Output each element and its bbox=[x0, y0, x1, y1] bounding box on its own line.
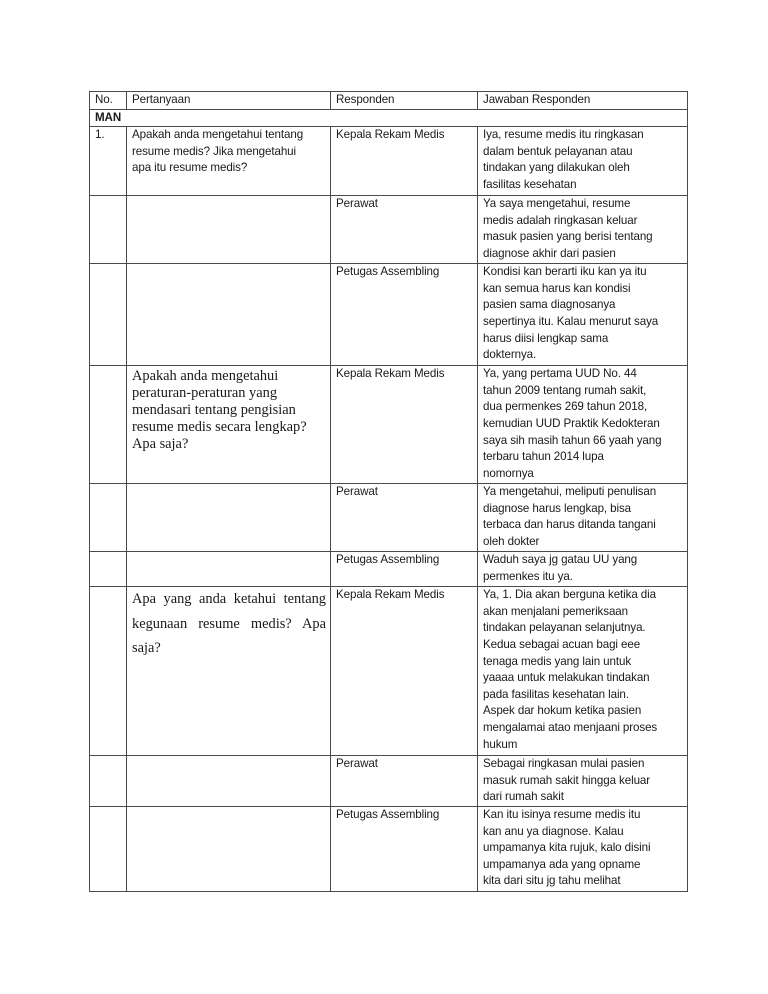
answer-cell: Kondisi kan berarti iku kan ya itu kan semua harus kan kondisi pasien sama diagnosanya sepertinya itu. Kalau menurut saya harus diisi lengkap sama dokternya. bbox=[478, 264, 688, 366]
header-question: Pertanyaan bbox=[127, 92, 331, 110]
table-row bbox=[90, 366, 688, 484]
table-row bbox=[90, 196, 688, 264]
section-label: MAN bbox=[90, 109, 688, 127]
answer-cell: Waduh saya jg gatau UU yang permenkes itu ya. bbox=[478, 552, 688, 587]
table-row bbox=[90, 127, 688, 196]
table-row bbox=[90, 552, 688, 587]
row-number bbox=[90, 552, 127, 587]
question-cell: Apakah anda mengetahui tentang resume medis? Jika mengetahui apa itu resume medis? bbox=[127, 127, 331, 196]
row-number bbox=[90, 756, 127, 807]
question-cell: Apakah anda mengetahui peraturan-peraturan yang mendasari tentang pengisian resume medis secara lengkap? Apa saja? bbox=[127, 366, 331, 484]
document-page bbox=[89, 91, 687, 892]
respondent-cell: Perawat bbox=[331, 484, 478, 552]
answer-cell: Ya, 1. Dia akan berguna ketika dia akan menjalani pemeriksaan tindakan pelayanan selanjutnya. Kedua sebagai acuan bagi eee tenaga medis yang lain untuk yaaaa untuk melakukan tindakan pada fasilitas kesehatan lain. Aspek dar hokum ketika pasien mengalamai atao menjaani proses hukum bbox=[478, 587, 688, 756]
section-row bbox=[90, 109, 688, 127]
header-respondent: Responden bbox=[331, 92, 478, 110]
question-cell bbox=[127, 484, 331, 552]
answer-cell: Ya mengetahui, meliputi penulisan diagnose harus lengkap, bisa terbaca dan harus ditanda tangani oleh dokter bbox=[478, 484, 688, 552]
table-row bbox=[90, 264, 688, 366]
question-cell bbox=[127, 756, 331, 807]
table-row bbox=[90, 587, 688, 756]
answer-cell: Kan itu isinya resume medis itu kan anu ya diagnose. Kalau umpamanya kita rujuk, kalo disini umpamanya ada yang opname kita dari situ jg tahu melihat bbox=[478, 806, 688, 891]
respondent-cell: Petugas Assembling bbox=[331, 552, 478, 587]
question-cell bbox=[127, 264, 331, 366]
respondent-cell: Perawat bbox=[331, 196, 478, 264]
respondent-cell: Petugas Assembling bbox=[331, 806, 478, 891]
row-number: 1. bbox=[90, 127, 127, 196]
question-line: kegunaan resume medis? Apa bbox=[132, 615, 326, 632]
answer-cell: Iya, resume medis itu ringkasan dalam bentuk pelayanan atau tindakan yang dilakukan oleh fasilitas kesehatan bbox=[478, 127, 688, 196]
respondent-cell: Petugas Assembling bbox=[331, 264, 478, 366]
question-cell bbox=[127, 587, 331, 756]
row-number bbox=[90, 587, 127, 756]
row-number bbox=[90, 484, 127, 552]
question-cell bbox=[127, 552, 331, 587]
table-row bbox=[90, 484, 688, 552]
header-no: No. bbox=[90, 92, 127, 110]
question-line: Apa yang anda ketahui tentang bbox=[132, 591, 326, 608]
respondent-cell: Perawat bbox=[331, 756, 478, 807]
header-answer: Jawaban Responden bbox=[478, 92, 688, 110]
table-header-row bbox=[90, 92, 688, 110]
respondent-cell: Kepala Rekam Medis bbox=[331, 587, 478, 756]
question-cell bbox=[127, 806, 331, 891]
respondent-cell: Kepala Rekam Medis bbox=[331, 127, 478, 196]
table-row bbox=[90, 756, 688, 807]
answer-cell: Ya, yang pertama UUD No. 44 tahun 2009 tentang rumah sakit, dua permenkes 269 tahun 2018, kemudian UUD Praktik Kedokteran saya sih masih tahun 66 yaah yang terbaru tahun 2014 lupa nomornya bbox=[478, 366, 688, 484]
respondent-cell: Kepala Rekam Medis bbox=[331, 366, 478, 484]
interview-table bbox=[89, 91, 688, 892]
row-number bbox=[90, 366, 127, 484]
row-number bbox=[90, 196, 127, 264]
table-row bbox=[90, 806, 688, 891]
answer-cell: Ya saya mengetahui, resume medis adalah ringkasan keluar masuk pasien yang berisi tentang diagnose akhir dari pasien bbox=[478, 196, 688, 264]
question-line: saja? bbox=[132, 640, 161, 657]
row-number bbox=[90, 264, 127, 366]
answer-cell: Sebagai ringkasan mulai pasien masuk rumah sakit hingga keluar dari rumah sakit bbox=[478, 756, 688, 807]
row-number bbox=[90, 806, 127, 891]
question-cell bbox=[127, 196, 331, 264]
